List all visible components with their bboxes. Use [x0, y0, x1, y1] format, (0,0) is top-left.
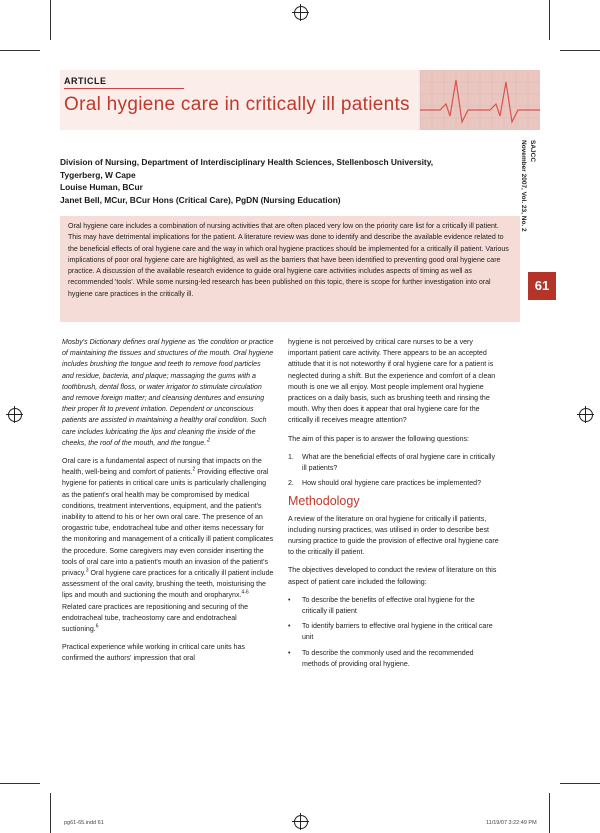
reference-marker: 1: [207, 437, 211, 444]
section-label: ARTICLE: [64, 76, 107, 86]
list-item: [288, 452, 500, 474]
journal-name: SAJCC: [529, 140, 536, 163]
list-item-text: To describe the benefits of effective oral hygiene for the critically ill patient: [302, 596, 475, 616]
objectives-list: [288, 595, 500, 670]
print-slug-left: pg61-65.indd 61: [64, 820, 104, 826]
reference-marker: 6: [95, 623, 99, 630]
article-title: Oral hygiene care in critically ill patients: [64, 94, 410, 115]
list-item: [288, 478, 500, 489]
affiliation-line: Division of Nursing, Department of Interdisciplinary Health Sciences, Stellenbosch University,: [60, 157, 434, 167]
header-rule: [64, 88, 184, 89]
list-item-text: To describe the commonly used and the recommended methods of providing oral hygiene.: [302, 649, 474, 668]
body-paragraph: The objectives developed to conduct the review of literature on this aspect of patient care included the following:: [288, 567, 497, 586]
registration-mark-top: [294, 6, 308, 20]
registration-mark-right: [579, 408, 593, 422]
body-column-right: [288, 337, 500, 677]
crop-mark: [549, 793, 550, 833]
list-number: 2.: [288, 480, 294, 488]
definition-paragraph: [62, 337, 274, 449]
print-slug-right: 11/19/07 3:22:49 PM: [486, 820, 537, 826]
bullet-icon: •: [288, 596, 291, 604]
crop-mark: [560, 783, 600, 784]
journal-issue: November 2007, Vol. 23, No. 2: [520, 140, 527, 232]
crop-mark: [0, 50, 40, 51]
body-paragraph: The aim of this paper is to answer the following questions:: [288, 435, 469, 443]
affiliation-line: Tygerberg, W Cape: [60, 169, 136, 180]
list-item: [288, 595, 500, 617]
page-number-badge: 61: [528, 272, 556, 300]
reference-marker: 4-6: [241, 590, 249, 597]
list-item-text: To identify barriers to effective oral hygiene in the critical care unit: [302, 623, 493, 642]
bullet-icon: •: [288, 649, 291, 657]
list-item-text: What are the beneficial effects of oral hygiene care in critically ill patients?: [302, 453, 495, 473]
crop-mark: [560, 50, 600, 51]
reference-marker: 3: [85, 567, 89, 574]
definition-source: Mosby's Dictionary: [62, 339, 121, 346]
abstract-text: Oral hygiene care includes a combination of nursing activities that are often placed very low on the priority care list for a critically ill patient. This may have detrimental implications for the patient. A literature review was done to identify and describe the available evidence related to the beneficial effects of oral hygiene care and the way in which oral hygiene practices should be implemented for a critically ill patient. Various implications of poor oral hygiene care are highlighted, as well as the barriers that have been identified to preventing good oral hygiene care practice. A discussion of the available research evidence to guide oral hygiene care activities includes aspects of timing as well as recommended 'tools'. While some nursing-led research has been published on this topic, there is scope for further investigation into oral hygiene care practices in the critically ill.: [68, 223, 509, 298]
paragraph-text: Oral hygiene care practices for a critically ill patient include assessment of the oral cavity, brushing the teeth, moisturising the lips and mouth and suctioning the mouth and oropharynx.: [62, 570, 274, 600]
list-item: [288, 648, 500, 670]
body-paragraph: A review of the literature on oral hygiene for critically ill patients, including nursing practices, was utilised in order to describe best nursing practice to guide the provision of effective oral hygiene care to the critically ill patient.: [288, 515, 499, 557]
body-paragraph: Practical experience while working in critical care units has confirmed the authors' impression that oral: [62, 644, 245, 663]
crop-mark: [50, 793, 51, 833]
reference-marker: 2: [192, 466, 196, 473]
paragraph-text: Related care practices are repositioning and securing of the endotracheal tube, tracheostomy care and endotracheal suctioning.: [62, 603, 249, 634]
section-heading: Methodology: [288, 494, 360, 509]
list-item-text: How should oral hygiene care practices be implemented?: [302, 480, 482, 488]
author-line: Janet Bell, MCur, BCur Hons (Critical Care), PgDN (Nursing Education): [60, 194, 341, 205]
author-affiliations: [60, 156, 510, 206]
paragraph-text: Providing effective oral hygiene for patients in critical care units is particularly challenging as the patient's oral health may be compromised by medical conditions, treatment interventions, equipment, and the patient's inability to attend to his or her own oral care. The presence of an orogastric tube, endotracheal tube and other items necessary for the monitoring and management of a critically ill patient complicates the procedure. Some caregivers may even consider inserting the tools of oral care into a patient's mouth an invasion of the patient's privacy.: [62, 469, 274, 578]
list-item: [288, 621, 500, 643]
registration-mark-bottom: [294, 815, 308, 829]
body-paragraph: [62, 456, 274, 635]
questions-list: [288, 452, 500, 490]
crop-mark: [0, 783, 40, 784]
definition-text: defines oral hygiene as 'the condition or practice of maintaining the tissues and structures of the mouth. Oral hygiene includes brushing the tongue and teeth to remove food particles and residue, bacteria, and plaque; massaging the gums with a toothbrush, dental floss, or water irrigator to stimulate circulation and remove foreign matter; and cleansing dentures and ensuring their proper fit to prevent irritation. Dependent or unconscious patients are assisted in maintaining a healthy oral condition. Such care includes lubricating the lips and cleaning the inside of the cheeks, the roof of the mouth, and the tongue.': [62, 339, 274, 447]
author-line: Louise Human, BCur: [60, 182, 143, 193]
body-column-left: [62, 337, 274, 672]
paragraph-text: Oral care is a fundamental aspect of nursing that impacts on the health, well-being and comfort of patients.: [62, 458, 262, 477]
registration-mark-left: [8, 408, 22, 422]
body-paragraph: hygiene is not perceived by critical care nurses to be a very important patient care activity. There appears to be an accepted attitude that it is not noteworthy if oral hygiene care for a patient is neglected during a shift. But the experience and comfort of a clean mouth is one we all enjoy. Most people implement oral hygiene practices on a daily basis, such as brushing teeth and rinsing the mouth. Why then does it appear that oral hygiene care for the critically ill receives meagre attention?: [288, 339, 496, 425]
bullet-icon: •: [288, 623, 291, 631]
crop-mark: [549, 0, 550, 40]
crop-mark: [50, 0, 51, 40]
list-number: 1.: [288, 453, 294, 461]
